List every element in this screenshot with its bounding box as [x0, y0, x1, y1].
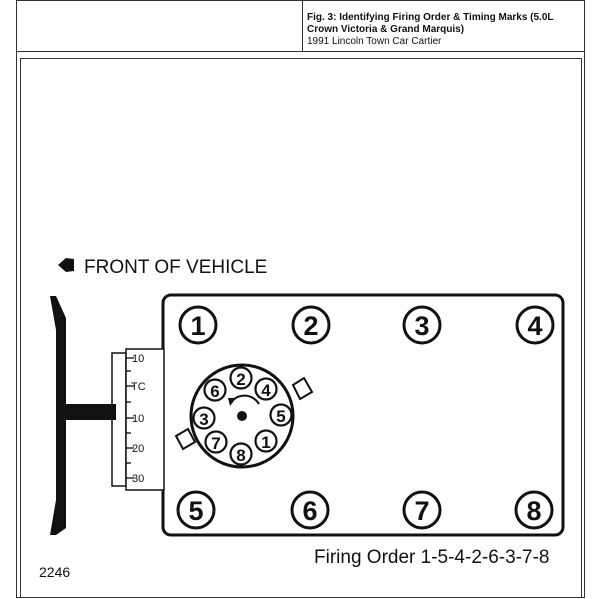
- cylinder-number: 4: [527, 311, 543, 341]
- figure-number: 2246: [39, 564, 71, 580]
- terminal-number: 7: [211, 434, 221, 453]
- cylinder-4: [517, 307, 553, 343]
- distributor-terminal: [256, 431, 277, 453]
- cylinder-2: [293, 307, 329, 343]
- timing-mark-label: 10: [132, 413, 145, 425]
- distributor-terminal: [206, 432, 227, 454]
- cylinder-1: [180, 307, 216, 343]
- cylinder-5: [178, 492, 214, 528]
- distributor-terminal: [256, 379, 277, 401]
- cylinder-number: 7: [414, 496, 430, 526]
- terminal-number: 4: [261, 381, 271, 400]
- distributor-terminal: [271, 405, 292, 427]
- firing-order-label: Firing Order 1-5-4-2-6-3-7-8: [314, 547, 550, 568]
- cylinder-number: 2: [303, 311, 319, 341]
- distributor-tab-right: [293, 378, 312, 399]
- terminal-number: 8: [236, 446, 246, 465]
- timing-mark-label: 20: [132, 443, 145, 455]
- cylinder-number: 8: [526, 496, 542, 526]
- distributor-terminal: [205, 380, 226, 402]
- timing-mark-label: 10: [132, 353, 145, 365]
- distributor-terminal: [231, 444, 252, 466]
- cylinder-6: [292, 492, 328, 528]
- cylinder-number: 3: [414, 311, 430, 341]
- cylinder-number: 5: [188, 496, 204, 526]
- terminal-number: 5: [276, 407, 286, 426]
- distributor-terminal: [231, 368, 252, 390]
- terminal-number: 3: [199, 410, 209, 429]
- caption-title: Fig. 3: Identifying Firing Order & Timing Marks (5.0L Crown Victoria & Grand Marquis): [307, 12, 554, 35]
- cylinder-7: [404, 492, 440, 528]
- timing-mark-label: 30: [132, 473, 145, 485]
- terminal-number: 2: [236, 370, 246, 389]
- cylinder-3: [404, 307, 440, 343]
- cylinder-number: 6: [302, 496, 318, 526]
- distributor-center: [237, 411, 247, 421]
- terminal-number: 6: [210, 382, 220, 401]
- distributor-terminal: [194, 408, 215, 430]
- crankshaft: [56, 404, 116, 420]
- timing-mark-label: TC: [131, 381, 146, 393]
- front-arrow-icon: [58, 258, 74, 272]
- front-of-vehicle-label: FRONT OF VEHICLE: [84, 257, 268, 278]
- terminal-number: 1: [261, 433, 271, 452]
- cylinder-8: [516, 492, 552, 528]
- cylinder-number: 1: [190, 311, 206, 341]
- caption-subtitle: 1991 Lincoln Town Car Cartier: [307, 36, 442, 47]
